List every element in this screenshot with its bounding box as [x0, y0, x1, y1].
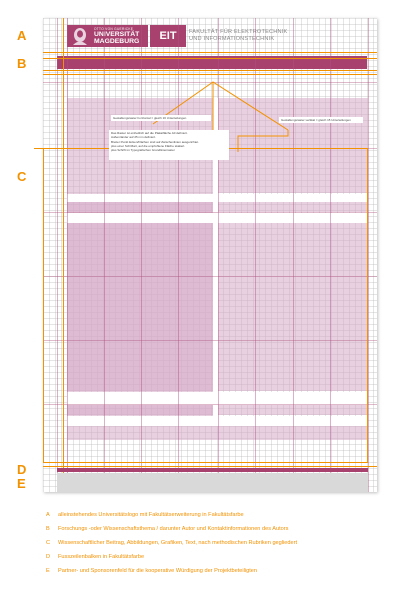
note-line: Das Raster ist einheitlich auf die Plakatfläche A0 definiert. [111, 131, 188, 135]
label-d: D [17, 462, 27, 477]
c-extent-guide [34, 148, 44, 149]
legend-item-d: D Fusszeilenbalken in Fakultätsfarbe [46, 554, 145, 560]
legend-item-a: A alleinstehendes Universitätslogo mit Fakultätserweiterung in Fakultätsfarbe [46, 512, 244, 518]
note-line: Breiter Punkt Ecken/Flächen sind auf Zwischenlinien ausgerichtet. [111, 139, 199, 144]
annotation-callouts [43, 18, 377, 492]
label-a: A [17, 28, 27, 43]
legend-item-c: C Wissenschaftlicher Beitrag, Abbildungen, Grafiken, Text, nach methodischen Rubriken gegliedert [46, 540, 298, 546]
note-line: plus einer Schriftart, auf die empfohlene Fläche skaliert. [111, 143, 186, 148]
note-vertical-grid: Gestaltungsraster vertikal = gleich 15 Unterteilungen [279, 117, 363, 123]
faculty-name-line-1: FAKULTÄT FÜR ELEKTROTECHNIK [189, 29, 288, 35]
label-b: B [17, 56, 27, 71]
note-line: plus Schrift im Typografischen Grundlinienraster [111, 148, 175, 153]
label-c: C [17, 169, 27, 184]
note-line: Außenränder auf 25 mm definiert. [111, 135, 156, 140]
university-top-line: OTTO VON GUERICKE [94, 27, 134, 31]
note-grid-rules [109, 130, 229, 160]
university-line-1: UNIVERSITÄT [94, 31, 140, 38]
poster-layout-sheet [43, 18, 377, 492]
label-e: E [17, 476, 26, 491]
faculty-name-line-2: UND INFORMATIONSTECHNIK [189, 36, 275, 42]
legend-item-b: B Forschungs -oder Wissenschaftsthema / darunter Autor und Kontaktinformationen des Autors [46, 526, 289, 532]
university-line-2: MAGDEBURG [94, 38, 140, 45]
legend-item-e: E Partner- und Sponsorenfeld für die kooperative Würdigung der Projektbeteiligten [46, 568, 258, 574]
faculty-badge: EIT [150, 25, 186, 47]
note-horizontal-grid: Gestaltungsraster horizontal = gleich 16 Unterteilungen [111, 115, 211, 121]
